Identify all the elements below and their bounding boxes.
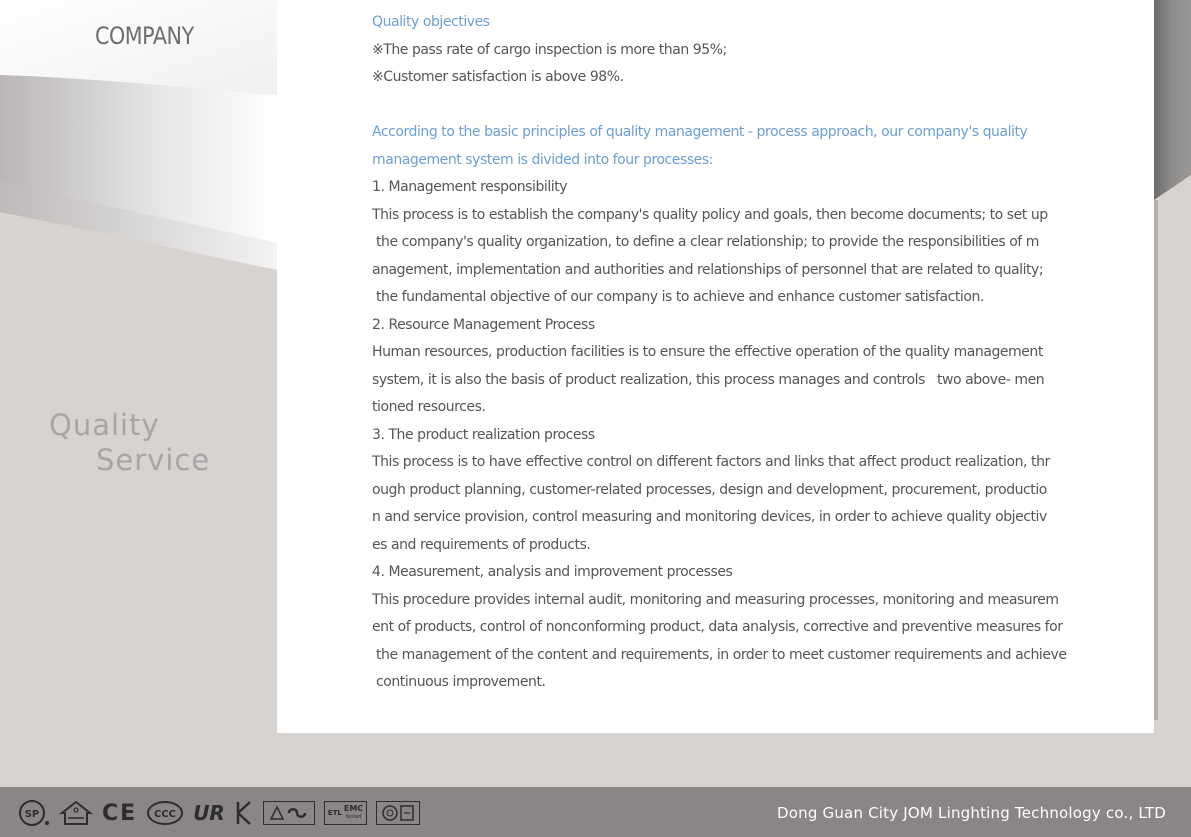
ul-recognized-icon: UR	[193, 801, 225, 825]
section-line: tioned resources.	[372, 399, 486, 415]
section-title: 1. Management responsibility	[372, 179, 568, 195]
ccc-mark-icon	[146, 799, 184, 827]
house-mark-icon	[59, 799, 93, 827]
company-label: COMPANY	[95, 22, 194, 50]
left-decorative-panel	[0, 0, 277, 787]
csa-certification-icon	[18, 798, 50, 828]
footer-company-name: Dong Guan City JOM Linghting Technology co., LTD	[777, 804, 1166, 822]
paragraph-spacer	[372, 92, 1092, 120]
svg-text:SP: SP	[24, 809, 40, 820]
section-line: This process is to establish the company's quality policy and goals, then become documents; to set up	[372, 206, 1048, 223]
test-seal-icon	[376, 801, 420, 825]
etl-emc-mark-icon: ETL EMC tested	[324, 801, 367, 825]
ce-mark-icon: CE	[102, 800, 138, 826]
section-line: the management of the content and requirements, in order to meet customer requirements and achieve	[372, 646, 1067, 663]
content-card	[277, 0, 1154, 733]
tagline-quality: Quality	[49, 408, 160, 442]
section-line: ough product planning, customer-related processes, design and development, procurement, productio	[372, 481, 1047, 498]
section-title: 3. The product realization process	[372, 426, 595, 443]
objective-item: ※Customer satisfaction is above 98%.	[372, 69, 624, 85]
quality-text-body	[372, 9, 1092, 697]
intro-line: According to the basic principles of quality management - process approach, our company's quality	[372, 124, 1028, 140]
section-line: the fundamental objective of our company is to achieve and enhance customer satisfaction.	[372, 289, 984, 305]
panel-swoosh-graphic	[0, 0, 277, 787]
section-line: This procedure provides internal audit, monitoring and measuring processes, monitoring and measurem	[372, 591, 1059, 608]
section-line: continuous improvement.	[372, 674, 546, 690]
section-line: n and service provision, control measuring and monitoring devices, in order to achieve quality objectiv	[372, 509, 1047, 525]
warning-mark-icon	[263, 801, 315, 825]
footer-bar	[0, 787, 1191, 837]
section-line: Human resources, production facilities is to ensure the effective operation of the quality management	[372, 344, 1043, 360]
kc-mark-icon	[234, 799, 254, 827]
right-shadow-strip	[1154, 0, 1191, 787]
objectives-heading: Quality objectives	[372, 14, 490, 30]
tagline-service: Service	[96, 443, 211, 477]
section-line: the company's quality organization, to define a clear relationship; to provide the responsibilities of m	[372, 234, 1039, 250]
section-line: es and requirements of products.	[372, 536, 591, 553]
intro-line: management system is divided into four processes:	[372, 151, 713, 168]
objective-item: ※The pass rate of cargo inspection is more than 95%;	[372, 41, 727, 58]
svg-text:CCC: CCC	[154, 809, 177, 820]
section-line: ent of products, control of nonconforming product, data analysis, corrective and preventive measures for	[372, 619, 1063, 635]
section-line: anagement, implementation and authorities and relationships of personnel that are related to quality;	[372, 261, 1044, 278]
section-title: 2. Resource Management Process	[372, 316, 595, 333]
section-line: This process is to have effective control on different factors and links that affect product realization, thr	[372, 454, 1050, 470]
certification-logos	[18, 797, 420, 829]
section-title: 4. Measurement, analysis and improvement processes	[372, 564, 733, 580]
section-line: system, it is also the basis of product realization, this process manages and controls two above- men	[372, 371, 1045, 388]
